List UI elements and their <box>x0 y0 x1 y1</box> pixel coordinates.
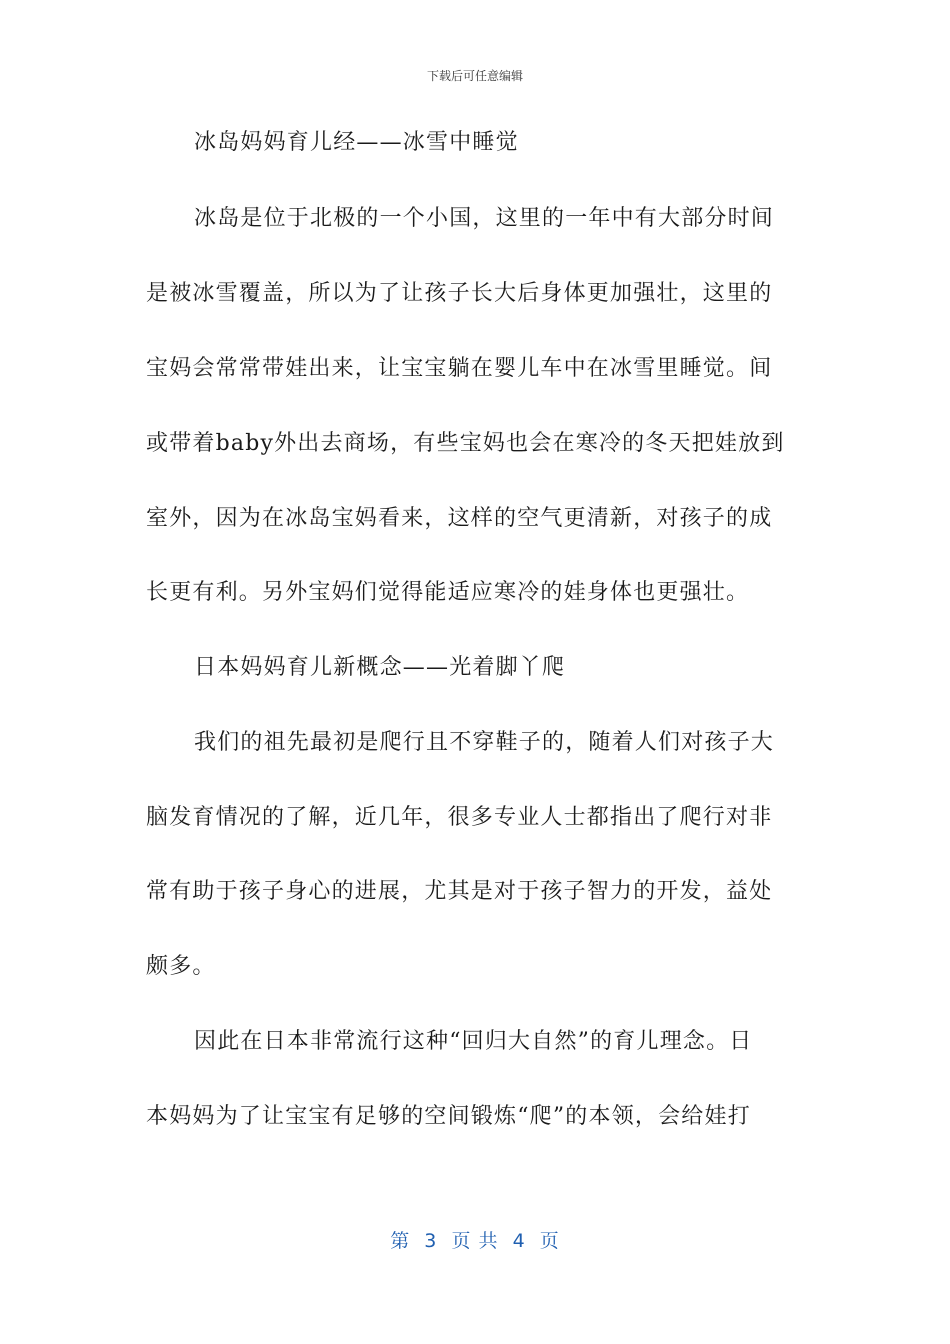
paragraph-line: 宝妈会常常带娃出来，让宝宝躺在婴儿车中在冰雪里睡觉。间 <box>146 356 773 381</box>
page-number-footer: 第 3 页 共 4 页 <box>390 1230 560 1252</box>
paragraph-line: 本妈妈为了让宝宝有足够的空间锻炼“爬”的本领，会给娃打 <box>146 1104 751 1129</box>
paragraph-line: 我们的祖先最初是爬行且不穿鞋子的，随着人们对孩子大 <box>194 730 775 755</box>
paragraph-line: 常有助于孩子身心的进展，尤其是对于孩子智力的开发，益处 <box>146 879 773 904</box>
paragraph-line: 或带着baby外出去商场，有些宝妈也会在寒冷的冬天把娃放到 <box>146 431 785 456</box>
paragraph-line: 长更有利。另外宝妈们觉得能适应寒冷的娃身体也更强壮。 <box>146 580 750 605</box>
paragraph-line: 冰岛是位于北极的一个小国，这里的一年中有大部分时间 <box>194 206 775 231</box>
section-heading-iceland: 冰岛妈妈育儿经——冰雪中睡觉 <box>194 130 519 155</box>
paragraph-line: 是被冰雪覆盖，所以为了让孩子长大后身体更加强壮，这里的 <box>146 281 773 306</box>
paragraph-line: 脑发育情况的了解，近几年，很多专业人士都指出了爬行对非 <box>146 805 773 830</box>
section-heading-japan: 日本妈妈育儿新概念——光着脚丫爬 <box>194 655 566 680</box>
paragraph-line: 颇多。 <box>146 954 216 979</box>
paragraph-line: 因此在日本非常流行这种“回归大自然”的育儿理念。日 <box>194 1029 753 1054</box>
paragraph-line: 室外，因为在冰岛宝妈看来，这样的空气更清新，对孩子的成 <box>146 506 773 531</box>
header-note: 下载后可任意编辑 <box>426 69 523 83</box>
